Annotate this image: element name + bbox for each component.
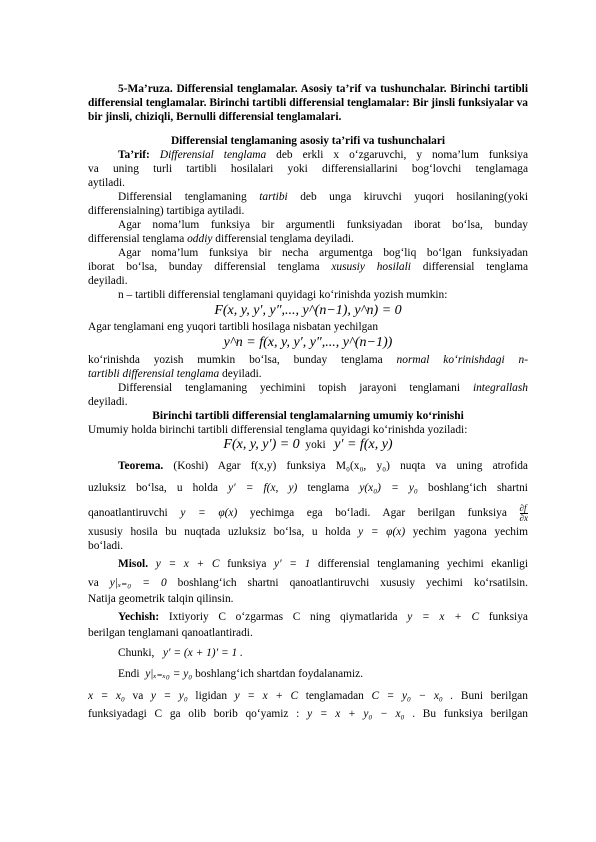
integration-line-2: deyiladi. bbox=[88, 396, 128, 408]
definition-label: Ta’rif: bbox=[118, 149, 150, 161]
lecture-header-line-2: differensial tenglamalar. Birinchi tartibli differensial tenglamalar: Bir jinsli funksiyalar va bbox=[88, 97, 528, 109]
solution-initial-condition: y|ₓ₌ₓ₀ = y₀ bbox=[145, 668, 193, 680]
theorem-text-1: (Koshi) Agar f(x,y) funksiya M₀(x₀, y₀) nuqta va uning atrofida bbox=[163, 460, 528, 472]
partial-derivative-fraction bbox=[520, 504, 528, 523]
order-paragraph-line-2: differensialning) tartibiga aytiladi. bbox=[88, 205, 245, 217]
solution-equation: y = x + C bbox=[234, 690, 299, 702]
solution-particular: y = x + y₀ − x₀ bbox=[307, 708, 405, 720]
definition-line-2: va uning turli tartibli hosilalari yoki differensiallarini bog‘lovchi tenglamaga bbox=[88, 163, 528, 175]
solution-text-3a: Chunki, bbox=[118, 647, 155, 659]
integration-line-1 bbox=[88, 382, 528, 395]
solution-text-b: funksiya bbox=[488, 611, 528, 623]
theorem-line-5: bo‘ladi. bbox=[88, 540, 124, 552]
normal-form-line-2 bbox=[88, 368, 528, 381]
normal-form-text-a: ko‘rinishda yozish mumkin bo‘lsa, bunday tenglama bbox=[88, 354, 397, 366]
solution-text-4b: boshlang‘ich shartdan foydalanamiz. bbox=[195, 668, 364, 680]
partial-paragraph-line-2 bbox=[88, 261, 528, 274]
partial-paragraph-line-1: Agar noma’lum funksiya bir necha argumentga bog‘liq bo‘lgan funksiyadan bbox=[118, 247, 528, 259]
solution-line-4 bbox=[88, 668, 528, 681]
section-title-basics: Differensial tenglamaning asosiy ta’rifi va tushunchalari bbox=[170, 135, 446, 147]
example-text-2b: boshlang‘ich shartni qanoatlantiruvchi xususiy yechimi ko‘rsatilsin. bbox=[177, 577, 528, 589]
theorem-line-4 bbox=[88, 526, 528, 539]
theorem-text-4b: yechim yagona yechim bbox=[412, 526, 528, 538]
example-text-2a: va bbox=[88, 577, 99, 589]
solution-text-4a: Endi bbox=[118, 668, 140, 680]
example-text-a: funksiya bbox=[227, 558, 267, 570]
equation-first-order bbox=[88, 438, 528, 452]
solution-text-a: Ixtiyoriy C o‘zgarmas C ning qiymatlarida bbox=[168, 611, 398, 623]
solution-line-3 bbox=[88, 647, 528, 660]
fraction-denominator: ∂x bbox=[519, 513, 528, 523]
solution-text-5b: ligidan bbox=[195, 690, 228, 702]
theorem-text-3b: yechimga ega bo‘ladi. Agar berilgan funksiya bbox=[249, 507, 507, 520]
solution-constant: C = y₀ − x₀ . bbox=[371, 690, 454, 702]
integration-term: integrallash bbox=[472, 382, 528, 394]
solution-label: Yechish: bbox=[118, 611, 160, 623]
example-ode: y′ = 1 bbox=[274, 558, 311, 570]
partial-text-a: iborat bo‘lsa, bunday differensial tenglama bbox=[88, 261, 332, 273]
equation-normal-form: y^n = f(x, y, y′, y″,..., y^(n−1)) bbox=[223, 335, 393, 350]
normal-form-text-b: deyiladi. bbox=[219, 368, 262, 380]
normal-form-term-2: tartibli differensial tenglama bbox=[88, 368, 220, 380]
example-line-1 bbox=[88, 558, 528, 571]
example-line-2 bbox=[88, 577, 528, 590]
solution-derivative-check: y′ = (x + 1)′ = 1 . bbox=[162, 647, 243, 659]
ordinary-text-a: differensial tenglama bbox=[88, 233, 188, 245]
lecture-header-line-1: 5-Ma’ruza. Differensial tenglamalar. Asosiy ta’rif va tushunchalar. Birinchi tartibli bbox=[118, 83, 528, 95]
definition-line-3: aytiladi. bbox=[88, 177, 126, 189]
solution-line-5 bbox=[88, 690, 528, 703]
example-label: Misol. bbox=[118, 558, 149, 570]
partial-text-b: differensial tenglama bbox=[410, 261, 528, 273]
ordinary-paragraph-line-2 bbox=[88, 233, 528, 246]
solution-text-6b: . Bu funksiya berilgan bbox=[412, 708, 528, 720]
example-function: y = x + C bbox=[155, 558, 220, 570]
solution-function: y = x + C bbox=[407, 611, 480, 623]
theorem-solution-equation: y = φ(x) bbox=[180, 507, 238, 520]
order-text-b: deb unga kiruvchi yuqori hosilaning(yoki bbox=[287, 191, 528, 203]
order-text-a: Differensial tenglamaning bbox=[118, 191, 260, 203]
solution-text-5a: va bbox=[132, 690, 144, 702]
solution-y0: y = y₀ bbox=[150, 690, 188, 702]
equation-implicit: F(x, y, y′) = 0 bbox=[223, 437, 300, 452]
solution-line-2: berilgan tenglamani qanoatlantiradi. bbox=[88, 627, 253, 639]
theorem-initial-condition: y(x₀) = y₀ bbox=[359, 482, 418, 494]
first-order-intro: Umumiy holda birinchi tartibli differensial tenglama quyidagi ko‘rinishda yoziladi: bbox=[88, 424, 468, 436]
section-title-first-order: Birinchi tartibli differensial tenglamalarning umumiy ko‘rinishi bbox=[152, 410, 464, 422]
theorem-label: Teorema. bbox=[118, 460, 164, 472]
solved-form-intro: Agar tenglamani eng yuqori tartibli hosilaga nisbatan yechilgan bbox=[88, 321, 379, 333]
theorem-text-3a: qanoatlantiruvchi bbox=[88, 507, 168, 520]
definition-line-1 bbox=[88, 149, 528, 162]
normal-form-line-1 bbox=[88, 354, 528, 367]
solution-x0: x = x₀ bbox=[88, 690, 125, 702]
nth-order-intro: n – tartibli differensial tenglamani quyidagi ko‘rinishda yozish mumkin: bbox=[118, 289, 448, 301]
order-term: tartibi bbox=[259, 191, 288, 203]
theorem-unique-solution-equation: y = φ(x) bbox=[358, 526, 406, 538]
theorem-text-2c: boshlang‘ich shartni bbox=[428, 482, 528, 494]
example-line-3: Natija geometrik talqin qilinsin. bbox=[88, 593, 234, 605]
theorem-line-1 bbox=[88, 460, 528, 473]
solution-line-6 bbox=[88, 708, 528, 721]
solution-text-5d: Buni berilgan bbox=[460, 690, 528, 702]
example-initial-condition: y|ₓ₌₀ = 0 bbox=[109, 577, 167, 589]
theorem-line-3 bbox=[88, 504, 528, 523]
theorem-line-2 bbox=[88, 482, 528, 495]
order-paragraph-line-1 bbox=[88, 191, 528, 204]
lecture-header-line-3: bir jinsli, chiziqli, Bernulli differensial tenglamalari. bbox=[88, 111, 342, 123]
theorem-text-4a: xususiy hosila bu nuqtada uzluksiz bo‘lsa, u holda bbox=[88, 526, 351, 538]
theorem-text-2a: uzluksiz bo‘lsa, u holda bbox=[88, 482, 218, 494]
partial-term: xususiy hosilali bbox=[331, 261, 411, 273]
partial-paragraph-line-3: deyiladi. bbox=[88, 275, 128, 287]
theorem-text-2b: tenglama bbox=[307, 482, 350, 494]
solution-text-5c: tenglamadan bbox=[305, 690, 364, 702]
example-text-b: differensial tenglamaning yechimi ekanligi bbox=[317, 558, 528, 570]
definition-text: deb erkli x o‘zgaruvchi, y noma’lum funksiya bbox=[266, 149, 528, 161]
fraction-numerator: ∂f bbox=[519, 503, 527, 513]
theorem-equation-ode: y′ = f(x, y) bbox=[228, 482, 298, 494]
ordinary-term: oddiy bbox=[187, 233, 213, 245]
equation-general-nth-order: F(x, y, y′, y″,..., y^(n−1), y^n) = 0 bbox=[214, 303, 402, 318]
integration-text: Differensial tenglamaning yechimini topish jarayoni tenglamani bbox=[118, 382, 473, 394]
ordinary-paragraph-line-1: Agar noma’lum funksiya bir argumentli funksiyadan iborat bo‘lsa, bunday bbox=[118, 219, 528, 231]
solution-line-1 bbox=[88, 611, 528, 624]
normal-form-term: normal ko‘rinishdagi n- bbox=[396, 354, 528, 366]
solution-text-6a: funksiyadagi C ga olib borib qo‘yamiz : bbox=[88, 708, 300, 720]
equation-or-word: yoki bbox=[305, 439, 326, 451]
definition-term: Differensial tenglama bbox=[159, 149, 267, 161]
equation-explicit: y′ = f(x, y) bbox=[334, 437, 393, 452]
ordinary-text-b: differensial tenglama deyiladi. bbox=[212, 233, 354, 245]
